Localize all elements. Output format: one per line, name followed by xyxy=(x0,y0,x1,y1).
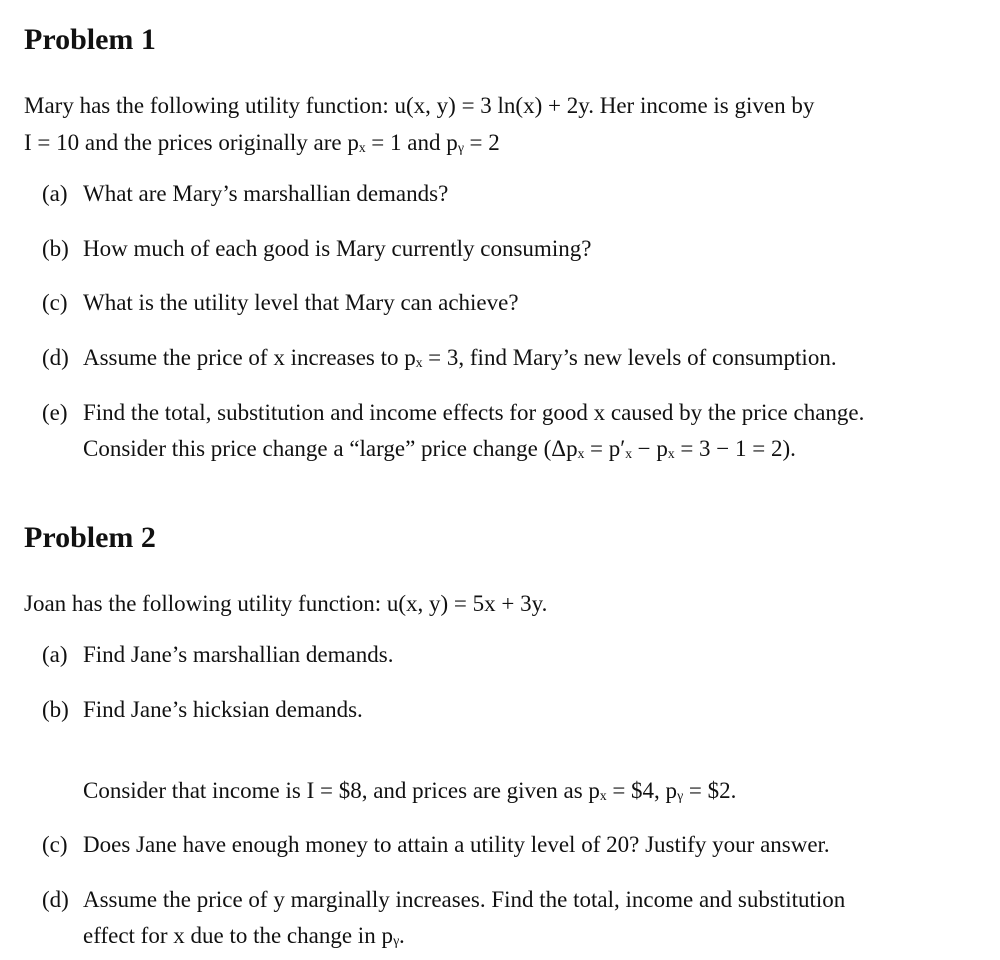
problem-2-item-c xyxy=(42,833,830,856)
problem-1-item-a xyxy=(42,182,448,205)
problem-1-item-b xyxy=(42,237,591,260)
item-text: Find Jane’s marshallian demands. xyxy=(83,642,394,667)
problem-1-item-d xyxy=(42,346,837,369)
item-text: What are Mary’s marshallian demands? xyxy=(83,181,449,206)
item-label: (a) xyxy=(42,181,68,206)
problem-1-item-e xyxy=(42,401,864,424)
problem-1-item-e-continuation: Consider this price change a “large” price change (Δpₓ = p′ₓ − pₓ = 3 − 1 = 2). xyxy=(83,436,796,461)
problem-1-intro-line-1: Mary has the following utility function: u(x, y) = 3 ln(x) + 2y. Her income is given by xyxy=(24,93,815,118)
item-text: Find Jane’s hicksian demands. xyxy=(83,697,363,722)
item-label: (c) xyxy=(42,290,68,315)
item-text: Assume the price of y marginally increases. Find the total, income and substitution xyxy=(83,887,846,912)
item-text: Find the total, substitution and income effects for good x caused by the price change. xyxy=(83,400,865,425)
problem-2-intro: Joan has the following utility function: u(x, y) = 5x + 3y. xyxy=(24,591,548,616)
problem-2-item-d-continuation: effect for x due to the change in pᵧ. xyxy=(83,923,405,948)
item-label: (e) xyxy=(42,400,68,425)
item-label: (b) xyxy=(42,697,69,722)
item-text: How much of each good is Mary currently consuming? xyxy=(83,236,592,261)
problem-1-intro-line-2: I = 10 and the prices originally are pₓ = 1 and pᵧ = 2 xyxy=(24,130,500,155)
problem-1-heading: Problem 1 xyxy=(24,23,156,56)
item-text: Does Jane have enough money to attain a utility level of 20? Justify your answer. xyxy=(83,832,830,857)
item-label: (b) xyxy=(42,236,69,261)
problem-1-item-c xyxy=(42,291,519,314)
item-label: (d) xyxy=(42,345,69,370)
item-text: Assume the price of x increases to pₓ = 3, find Mary’s new levels of consumption. xyxy=(83,345,837,370)
problem-2-item-b xyxy=(42,698,363,721)
problem-2-item-d xyxy=(42,888,845,911)
item-text: What is the utility level that Mary can achieve? xyxy=(83,290,519,315)
item-label: (a) xyxy=(42,642,68,667)
problem-2-item-a xyxy=(42,643,393,666)
item-label: (c) xyxy=(42,832,68,857)
item-label: (d) xyxy=(42,887,69,912)
problem-2-heading: Problem 2 xyxy=(24,521,156,554)
problem-2-note: Consider that income is I = $8, and prices are given as pₓ = $4, pᵧ = $2. xyxy=(83,778,737,803)
